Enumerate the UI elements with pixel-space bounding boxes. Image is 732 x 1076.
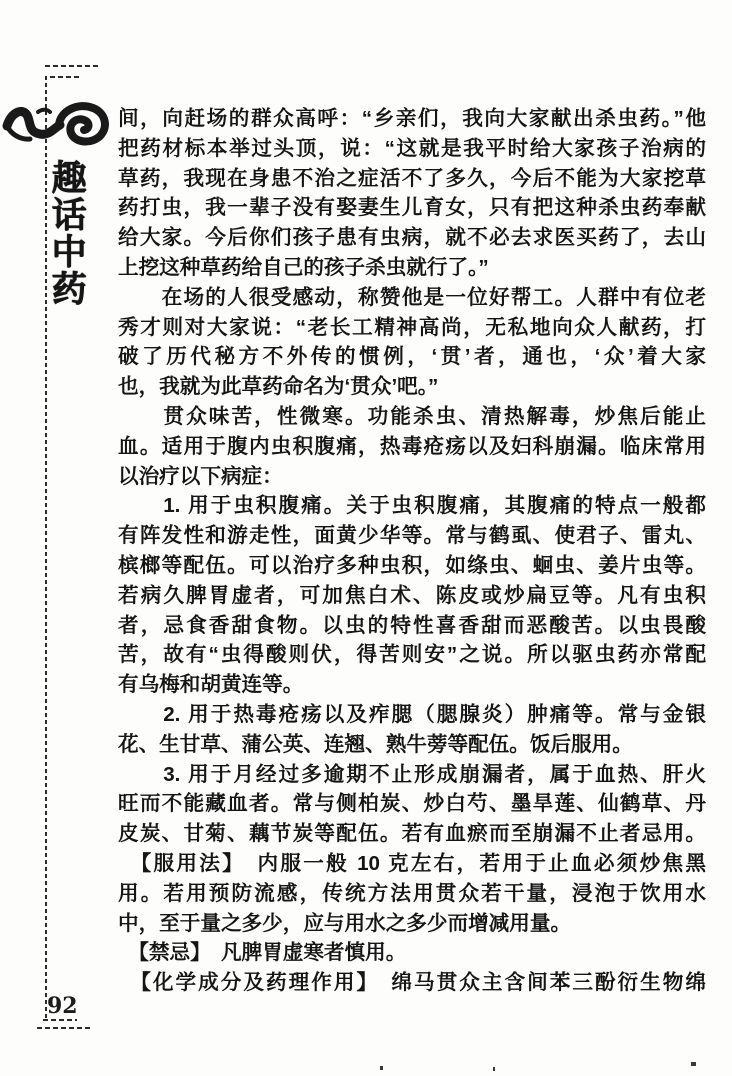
text-line: 3. 用于月经过多逾期不止形成崩漏者，属于血热、肝火 xyxy=(118,762,706,786)
text-line: 2. 用于热毒疮疡以及痄腮（腮腺炎）肿痛等。常与金银 xyxy=(118,702,706,726)
sidebar-title-char: 药 xyxy=(51,270,87,309)
text-line: 在场的人很受感动，称赞他是一位好帮工。人群中有位老 xyxy=(118,285,706,309)
text-line: 秀才则对大家说：“老长工精神高尚，无私地向众人献药，打 xyxy=(118,315,706,339)
margin-rule-bottom-long xyxy=(37,1027,93,1029)
text-line: 也，我就为此草药命名为‘贯众’吧。” xyxy=(118,375,439,399)
text-line: 中，至于量之多少，应与用水之多少而增减用量。 xyxy=(118,911,572,935)
text-line: 药打虫，我一辈子没有娶妻生儿育女，只有把这种杀虫药奉献 xyxy=(118,196,706,220)
text-line: 旺而不能藏血者。常与侧柏炭、炒白芍、墨旱莲、仙鹤草、丹 xyxy=(118,792,706,816)
scan-speck xyxy=(691,1062,696,1066)
text-line: 用。若用预防流感，传统方法用贯众若干量，浸泡于饮用水 xyxy=(118,881,706,905)
text-line: 给大家。今后你们孩子患有虫病，就不必去求医买药了，去山 xyxy=(118,226,706,250)
text-line: 【化学成分及药理作用】 绵马贯众主含间苯三酚衍生物绵 xyxy=(118,971,706,995)
text-line: 把药材标本举过头顶，说：“这就是我平时给大家孩子治病的 xyxy=(118,136,706,160)
page-number: 92 xyxy=(47,993,78,1019)
text-line: 有乌梅和胡黄连等。 xyxy=(118,673,304,697)
text-line: 血。适用于腹内虫积腹痛，热毒疮疡以及妇科崩漏。临床常用 xyxy=(118,434,706,458)
text-line: 草药，我现在身患不治之症活不了多久，今后不能为大家挖草 xyxy=(118,166,706,190)
margin-rule-top xyxy=(45,65,98,67)
text-line: 【服用法】 内服一般 10 克左右，若用于止血必须炒焦黑 xyxy=(118,851,706,875)
text-line: 以治疗以下病症： xyxy=(118,464,283,488)
scan-speck xyxy=(380,1066,383,1070)
text-line: 者，忌食香甜食物。以虫的特性喜香甜而恶酸苦。以虫畏酸 xyxy=(118,613,706,637)
sidebar-title xyxy=(42,160,96,308)
text-line: 上挖这种草药给自己的孩子杀虫就行了。” xyxy=(118,255,489,279)
text-line: 槟榔等配伍。可以治疗多种虫积，如绦虫、蛔虫、姜片虫等。 xyxy=(118,553,706,577)
text-line: 花、生甘草、蒲公英、连翘、熟牛蒡等配伍。饭后服用。 xyxy=(118,732,633,756)
text-line: 破了历代秘方不外传的惯例，‘贯’者，通也，‘众’着大家 xyxy=(118,345,706,369)
text-line: 贯众味苦，性微寒。功能杀虫、清热解毒，炒焦后能止 xyxy=(118,404,706,428)
text-line: 【禁忌】 凡脾胃虚寒者慎用。 xyxy=(118,941,407,965)
text-column xyxy=(118,104,706,998)
margin-rule-bottom xyxy=(43,1019,77,1021)
sidebar-title-char: 中 xyxy=(51,233,87,272)
sidebar-title-char: 趣 xyxy=(51,159,87,198)
text-line: 若病久脾胃虚者，可加焦白术、陈皮或炒扁豆等。凡有虫积 xyxy=(118,583,706,607)
brush-flourish-icon xyxy=(2,98,112,156)
sidebar-title-char: 话 xyxy=(51,196,87,235)
margin-rule-top-short xyxy=(50,76,80,78)
text-line: 1. 用于虫积腹痛。关于虫积腹痛，其腹痛的特点一般都 xyxy=(118,494,706,518)
text-line: 皮炭、甘菊、藕节炭等配伍。若有血瘀而至崩漏不止者忌用。 xyxy=(118,822,706,846)
text-line: 苦，故有“虫得酸则伏，得苦则安”之说。所以驱虫药亦常配 xyxy=(118,643,706,667)
text-line: 有阵发性和游走性，面黄少华等。常与鹤虱、使君子、雷丸、 xyxy=(118,524,706,548)
text-line: 间，向赶场的群众高呼：“乡亲们，我向大家献出杀虫药。”他 xyxy=(118,107,706,130)
scan-speck xyxy=(493,1067,495,1071)
